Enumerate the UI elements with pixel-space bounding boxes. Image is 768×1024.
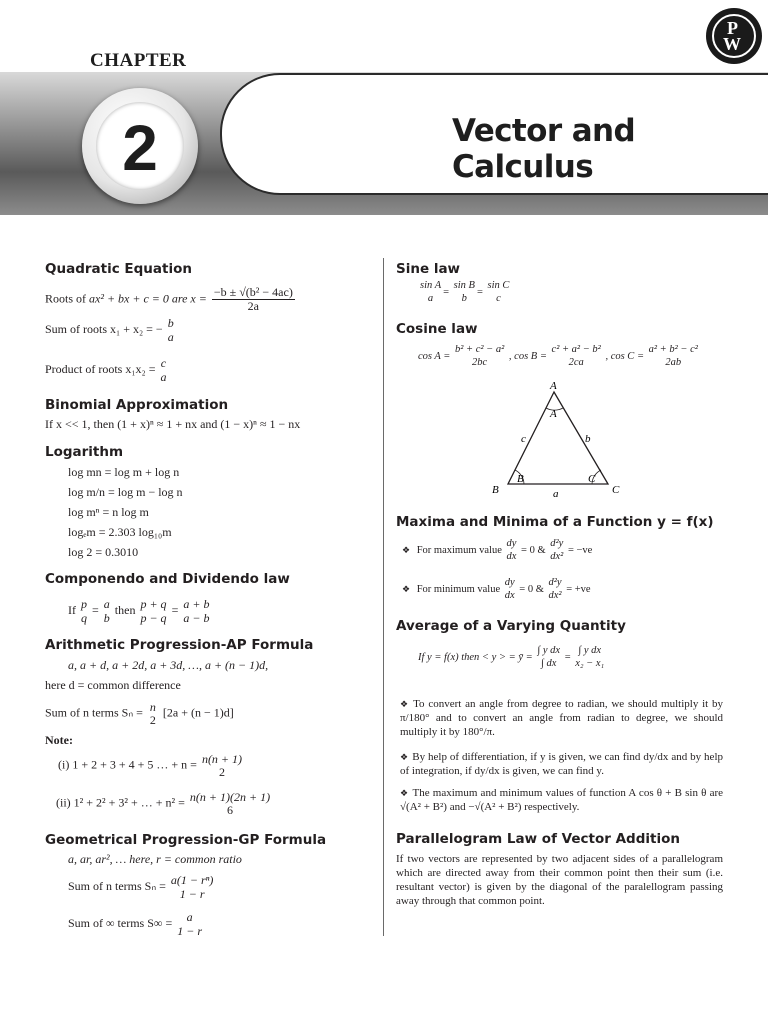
quadratic-product: Product of roots x₁x₂ = c a — [45, 356, 167, 384]
sine-law-formula: sin A a = sin B b = sin C c — [420, 280, 510, 304]
chapter-title: Vector and Calculus — [452, 113, 636, 185]
vertex-label-c: C — [612, 484, 620, 496]
ap-series: a, a + d, a + 2d, a + 3d, …, a + (n − 1)d, — [68, 658, 269, 672]
binomial-heading: Binomial Approximation — [45, 397, 229, 413]
bullet-icon: ❖ — [402, 583, 411, 594]
angle-conversion-note: ❖ To convert an angle from degree to radian, we should multiply it by π/180° and to convert an angle from radian to degree, we should multiply it by 180°/π. — [400, 698, 723, 738]
side-label-a: a — [553, 488, 559, 500]
ap-heading: Arithmetic Progression-AP Formula — [45, 637, 314, 653]
bullet-icon: ❖ — [402, 544, 411, 555]
pw-logo — [706, 8, 762, 64]
max-min-values-note: ❖ The maximum and minimum values of function A cos θ + B sin θ are √(A² + B²) and −√(A² + B²) respectively. — [400, 787, 723, 813]
average-formula: If y = f(x) then < y > = ȳ = ∫ y dx ∫ dx = ∫ y dx x₂ − x₁ — [418, 645, 605, 669]
maximum-condition: ❖ For maximum value dy dx = 0 & d²y dx² = −ve — [402, 538, 593, 562]
side-label-c: c — [521, 433, 526, 445]
angle-label-c: C — [588, 473, 596, 485]
cosine-law-formula: cos A = b² + c² − a² 2bc , cos B = c² + a² − b² 2ca , cos C = a² + b² − c² 2ab — [418, 344, 698, 368]
side-label-b: b — [585, 433, 591, 445]
log-line-4: logₑm = 2.303 log₁₀m — [68, 525, 172, 539]
parallelogram-text: If two vectors are represented by two adjacent sides of a parallelogram which are directed away from their common point then their sum (i.e. resultant vector) is given by the diagonal of the paralellogram passing away through that common point. — [396, 853, 723, 907]
componendo-heading: Componendo and Dividendo law — [45, 571, 290, 587]
chapter-number: 2 — [122, 112, 158, 184]
differentiation-note: ❖ By help of differentiation, if y is given, we can find dy/dx and by help of integration, if dy/dx is given, we can find y. — [400, 751, 723, 777]
ap-note-i: (i) 1 + 2 + 3 + 4 + 5 … + n = n(n + 1) 2 — [58, 752, 243, 779]
minimum-condition: ❖ For minimum value dy dx = 0 & d²y dx² = +ve — [402, 577, 591, 601]
quadratic-heading: Quadratic Equation — [45, 261, 192, 277]
bullet-icon: ❖ — [400, 699, 410, 709]
vertex-label-a: A — [550, 380, 557, 392]
log-line-3: log mⁿ = n log m — [68, 505, 149, 519]
triangle-diagram — [484, 378, 634, 500]
gp-sum: Sum of n terms Sₙ = a(1 − rⁿ) 1 − r — [68, 873, 214, 901]
quadratic-sum: Sum of roots x₁ + x₂ = − b a — [45, 316, 174, 344]
log-line-5: log 2 = 0.3010 — [68, 545, 139, 559]
cosine-law-heading: Cosine law — [396, 321, 478, 337]
ap-sum: Sum of n terms Sₙ = n 2 [2a + (n − 1)d] — [45, 700, 234, 727]
average-heading: Average of a Varying Quantity — [396, 618, 626, 634]
chapter-label: CHAPTER — [90, 50, 187, 71]
binomial-text: If x << 1, then (1 + x)ⁿ ≈ 1 + nx and (1 − x)ⁿ ≈ 1 − nx — [45, 417, 301, 431]
ap-note-ii: (ii) 1² + 2² + 3² + … + n² = n(n + 1)(2n + 1) 6 — [56, 790, 271, 817]
angle-label-a: A — [550, 408, 557, 420]
parallelogram-heading: Parallelogram Law of Vector Addition — [396, 831, 680, 847]
vertex-label-b: B — [492, 484, 499, 496]
gp-heading: Geometrical Progression-GP Formula — [45, 832, 327, 848]
componendo-formula: If p q = a b then p + q p − q = a + b a − b — [68, 597, 210, 625]
sine-law-heading: Sine law — [396, 261, 461, 277]
ap-common-difference: here d = common difference — [45, 678, 181, 692]
quadratic-roots: Roots of ax² + bx + c = 0 are x = $\frac{\text{−b ± √(b² − 4ac)}}{2a}$ — [45, 285, 293, 313]
ap-note-label: Note: — [45, 733, 73, 747]
bullet-icon: ❖ — [400, 752, 409, 762]
maxmin-heading: Maxima and Minima of a Function y = f(x) — [396, 514, 714, 530]
gp-infinite-sum: Sum of ∞ terms S∞ = a 1 − r — [68, 910, 202, 938]
angle-label-b: B — [517, 473, 524, 485]
bullet-icon: ❖ — [400, 788, 409, 798]
log-line-2: log m/n = log m − log n — [68, 485, 183, 499]
logarithm-heading: Logarithm — [45, 444, 124, 460]
logo-letter-p: P — [727, 18, 738, 38]
logo-letter-w: W — [723, 34, 741, 54]
gp-series: a, ar, ar², … here, r = common ratio — [68, 852, 242, 866]
log-line-1: log mn = log m + log n — [68, 465, 180, 479]
column-divider — [383, 258, 384, 936]
